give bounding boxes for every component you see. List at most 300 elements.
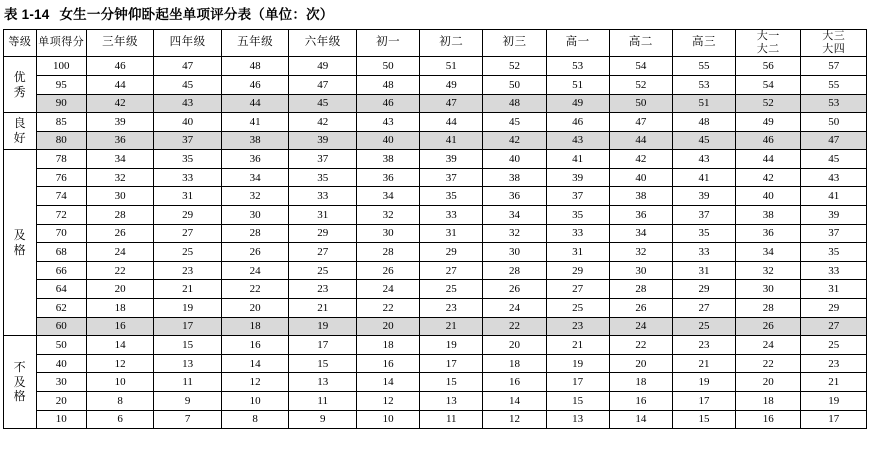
cell-value: 37	[546, 187, 609, 206]
cell-value: 38	[356, 150, 419, 169]
cell-value: 14	[356, 373, 419, 392]
cell-value: 38	[221, 131, 289, 150]
cell-value: 18	[736, 392, 801, 411]
cell-value: 22	[736, 354, 801, 373]
cell-value: 12	[483, 410, 546, 429]
cell-value: 49	[546, 94, 609, 113]
cell-value: 19	[801, 392, 867, 411]
cell-value: 43	[154, 94, 222, 113]
cell-value: 38	[736, 206, 801, 225]
table-row	[4, 336, 867, 355]
cell-value: 57	[801, 57, 867, 76]
cell-value: 23	[801, 354, 867, 373]
cell-value: 36	[736, 224, 801, 243]
cell-value: 36	[609, 206, 672, 225]
cell-value: 31	[154, 187, 222, 206]
cell-value: 46	[221, 75, 289, 94]
cell-value: 40	[356, 131, 419, 150]
cell-value: 28	[483, 261, 546, 280]
cell-value: 21	[289, 299, 357, 318]
cell-value: 15	[672, 410, 735, 429]
cell-value: 15	[289, 354, 357, 373]
cell-value: 36	[86, 131, 154, 150]
score-value: 10	[36, 410, 86, 429]
cell-value: 16	[356, 354, 419, 373]
cell-value: 6	[86, 410, 154, 429]
cell-value: 14	[609, 410, 672, 429]
cell-value: 23	[420, 299, 483, 318]
cell-value: 32	[609, 243, 672, 262]
cell-value: 52	[736, 94, 801, 113]
column-header: 高三	[672, 29, 735, 57]
table-title: 女生一分钟仰卧起坐单项评分表（单位：次）	[59, 7, 334, 22]
cell-value: 26	[483, 280, 546, 299]
cell-value: 48	[483, 94, 546, 113]
cell-value: 39	[289, 131, 357, 150]
column-header: 初二	[420, 29, 483, 57]
cell-value: 47	[289, 75, 357, 94]
cell-value: 19	[546, 354, 609, 373]
cell-value: 40	[736, 187, 801, 206]
cell-value: 10	[86, 373, 154, 392]
cell-value: 30	[736, 280, 801, 299]
table-row	[4, 410, 867, 429]
cell-value: 35	[420, 187, 483, 206]
cell-value: 30	[356, 224, 419, 243]
cell-value: 25	[154, 243, 222, 262]
cell-value: 35	[546, 206, 609, 225]
cell-value: 12	[356, 392, 419, 411]
cell-value: 14	[483, 392, 546, 411]
cell-value: 45	[672, 131, 735, 150]
cell-value: 28	[86, 206, 154, 225]
table-row	[4, 187, 867, 206]
score-value: 80	[36, 131, 86, 150]
cell-value: 51	[546, 75, 609, 94]
cell-value: 33	[546, 224, 609, 243]
cell-value: 13	[420, 392, 483, 411]
cell-value: 44	[420, 113, 483, 132]
cell-value: 40	[154, 113, 222, 132]
cell-value: 31	[801, 280, 867, 299]
cell-value: 19	[672, 373, 735, 392]
cell-value: 26	[356, 261, 419, 280]
cell-value: 20	[736, 373, 801, 392]
cell-value: 23	[289, 280, 357, 299]
cell-value: 28	[736, 299, 801, 318]
cell-value: 26	[736, 317, 801, 336]
cell-value: 53	[672, 75, 735, 94]
cell-value: 34	[609, 224, 672, 243]
cell-value: 18	[86, 299, 154, 318]
cell-value: 9	[154, 392, 222, 411]
cell-value: 32	[86, 168, 154, 187]
cell-value: 51	[420, 57, 483, 76]
cell-value: 24	[483, 299, 546, 318]
cell-value: 32	[736, 261, 801, 280]
cell-value: 16	[609, 392, 672, 411]
table-row	[4, 206, 867, 225]
cell-value: 34	[736, 243, 801, 262]
column-header: 三年级	[86, 29, 154, 57]
score-value: 76	[36, 168, 86, 187]
cell-value: 44	[609, 131, 672, 150]
cell-value: 25	[801, 336, 867, 355]
score-value: 66	[36, 261, 86, 280]
cell-value: 17	[420, 354, 483, 373]
cell-value: 54	[736, 75, 801, 94]
cell-value: 27	[154, 224, 222, 243]
cell-value: 26	[609, 299, 672, 318]
cell-value: 10	[356, 410, 419, 429]
table-row	[4, 392, 867, 411]
cell-value: 46	[356, 94, 419, 113]
cell-value: 36	[356, 168, 419, 187]
cell-value: 34	[356, 187, 419, 206]
cell-value: 27	[801, 317, 867, 336]
cell-value: 22	[483, 317, 546, 336]
cell-value: 45	[289, 94, 357, 113]
cell-value: 46	[546, 113, 609, 132]
table-caption	[0, 0, 869, 29]
cell-value: 19	[289, 317, 357, 336]
score-value: 100	[36, 57, 86, 76]
cell-value: 25	[672, 317, 735, 336]
column-header: 六年级	[289, 29, 357, 57]
cell-value: 28	[221, 224, 289, 243]
cell-value: 56	[736, 57, 801, 76]
cell-value: 16	[86, 317, 154, 336]
cell-value: 45	[801, 150, 867, 169]
cell-value: 35	[672, 224, 735, 243]
cell-value: 23	[672, 336, 735, 355]
cell-value: 41	[420, 131, 483, 150]
cell-value: 35	[801, 243, 867, 262]
table-row	[4, 373, 867, 392]
cell-value: 17	[289, 336, 357, 355]
cell-value: 24	[736, 336, 801, 355]
table-row	[4, 354, 867, 373]
cell-value: 30	[483, 243, 546, 262]
cell-value: 15	[420, 373, 483, 392]
cell-value: 50	[801, 113, 867, 132]
cell-value: 48	[356, 75, 419, 94]
cell-value: 29	[801, 299, 867, 318]
score-value: 68	[36, 243, 86, 262]
cell-value: 13	[154, 354, 222, 373]
table-row	[4, 280, 867, 299]
cell-value: 38	[483, 168, 546, 187]
cell-value: 20	[483, 336, 546, 355]
cell-value: 49	[736, 113, 801, 132]
score-value: 64	[36, 280, 86, 299]
cell-value: 30	[221, 206, 289, 225]
cell-value: 8	[86, 392, 154, 411]
cell-value: 50	[609, 94, 672, 113]
cell-value: 27	[420, 261, 483, 280]
cell-value: 42	[609, 150, 672, 169]
cell-value: 25	[546, 299, 609, 318]
score-value: 95	[36, 75, 86, 94]
table-row	[4, 57, 867, 76]
cell-value: 25	[420, 280, 483, 299]
cell-value: 42	[483, 131, 546, 150]
cell-value: 41	[221, 113, 289, 132]
cell-value: 17	[672, 392, 735, 411]
cell-value: 43	[672, 150, 735, 169]
cell-value: 49	[420, 75, 483, 94]
cell-value: 29	[154, 206, 222, 225]
cell-value: 30	[609, 261, 672, 280]
cell-value: 7	[154, 410, 222, 429]
cell-value: 22	[609, 336, 672, 355]
score-value: 30	[36, 373, 86, 392]
cell-value: 31	[420, 224, 483, 243]
cell-value: 29	[420, 243, 483, 262]
cell-value: 39	[801, 206, 867, 225]
cell-value: 35	[154, 150, 222, 169]
cell-value: 9	[289, 410, 357, 429]
cell-value: 21	[801, 373, 867, 392]
cell-value: 27	[546, 280, 609, 299]
cell-value: 45	[483, 113, 546, 132]
table-row	[4, 299, 867, 318]
cell-value: 15	[546, 392, 609, 411]
score-value: 20	[36, 392, 86, 411]
grade-label: 及 格	[4, 150, 37, 336]
cell-value: 16	[483, 373, 546, 392]
cell-value: 54	[609, 57, 672, 76]
cell-value: 18	[609, 373, 672, 392]
column-header: 大三 大四	[801, 29, 867, 57]
cell-value: 46	[86, 57, 154, 76]
column-header: 四年级	[154, 29, 222, 57]
cell-value: 22	[86, 261, 154, 280]
cell-value: 39	[420, 150, 483, 169]
cell-value: 39	[86, 113, 154, 132]
table-row	[4, 224, 867, 243]
cell-value: 45	[154, 75, 222, 94]
cell-value: 28	[356, 243, 419, 262]
cell-value: 48	[221, 57, 289, 76]
cell-value: 38	[609, 187, 672, 206]
score-value: 60	[36, 317, 86, 336]
cell-value: 16	[221, 336, 289, 355]
cell-value: 53	[801, 94, 867, 113]
table-row	[4, 261, 867, 280]
score-value: 78	[36, 150, 86, 169]
cell-value: 15	[154, 336, 222, 355]
table-row	[4, 243, 867, 262]
cell-value: 18	[483, 354, 546, 373]
cell-value: 33	[672, 243, 735, 262]
score-value: 90	[36, 94, 86, 113]
cell-value: 12	[86, 354, 154, 373]
cell-value: 16	[736, 410, 801, 429]
cell-value: 51	[672, 94, 735, 113]
cell-value: 24	[221, 261, 289, 280]
cell-value: 29	[672, 280, 735, 299]
cell-value: 18	[221, 317, 289, 336]
cell-value: 39	[672, 187, 735, 206]
cell-value: 40	[609, 168, 672, 187]
cell-value: 32	[356, 206, 419, 225]
cell-value: 41	[801, 187, 867, 206]
cell-value: 33	[801, 261, 867, 280]
score-value: 72	[36, 206, 86, 225]
cell-value: 47	[154, 57, 222, 76]
cell-value: 24	[356, 280, 419, 299]
column-header: 大一 大二	[736, 29, 801, 57]
cell-value: 23	[546, 317, 609, 336]
cell-value: 19	[420, 336, 483, 355]
cell-value: 20	[221, 299, 289, 318]
cell-value: 11	[154, 373, 222, 392]
cell-value: 37	[672, 206, 735, 225]
cell-value: 41	[546, 150, 609, 169]
cell-value: 44	[221, 94, 289, 113]
cell-value: 52	[609, 75, 672, 94]
cell-value: 43	[546, 131, 609, 150]
table-row	[4, 150, 867, 169]
column-header: 高二	[609, 29, 672, 57]
cell-value: 13	[289, 373, 357, 392]
cell-value: 19	[154, 299, 222, 318]
cell-value: 49	[289, 57, 357, 76]
cell-value: 40	[483, 150, 546, 169]
cell-value: 35	[289, 168, 357, 187]
table-row	[4, 94, 867, 113]
score-value: 62	[36, 299, 86, 318]
cell-value: 31	[546, 243, 609, 262]
cell-value: 42	[86, 94, 154, 113]
grade-label: 优 秀	[4, 57, 37, 113]
cell-value: 10	[221, 392, 289, 411]
cell-value: 47	[801, 131, 867, 150]
table-row	[4, 131, 867, 150]
cell-value: 27	[672, 299, 735, 318]
cell-value: 44	[736, 150, 801, 169]
grade-label: 不 及 格	[4, 336, 37, 429]
score-value: 74	[36, 187, 86, 206]
score-value: 85	[36, 113, 86, 132]
cell-value: 41	[672, 168, 735, 187]
score-value: 70	[36, 224, 86, 243]
cell-value: 30	[86, 187, 154, 206]
cell-value: 14	[86, 336, 154, 355]
cell-value: 55	[672, 57, 735, 76]
cell-value: 44	[86, 75, 154, 94]
cell-value: 23	[154, 261, 222, 280]
cell-value: 37	[420, 168, 483, 187]
cell-value: 34	[221, 168, 289, 187]
table-row	[4, 317, 867, 336]
cell-value: 27	[289, 243, 357, 262]
cell-value: 36	[483, 187, 546, 206]
cell-value: 39	[546, 168, 609, 187]
cell-value: 48	[672, 113, 735, 132]
cell-value: 17	[154, 317, 222, 336]
table-number: 表 1-14	[4, 7, 50, 22]
score-value: 50	[36, 336, 86, 355]
cell-value: 42	[289, 113, 357, 132]
cell-value: 14	[221, 354, 289, 373]
cell-value: 52	[483, 57, 546, 76]
cell-value: 8	[221, 410, 289, 429]
cell-value: 20	[356, 317, 419, 336]
table-row	[4, 168, 867, 187]
cell-value: 36	[221, 150, 289, 169]
column-header: 等级	[4, 29, 37, 57]
cell-value: 26	[221, 243, 289, 262]
cell-value: 28	[609, 280, 672, 299]
cell-value: 22	[356, 299, 419, 318]
cell-value: 29	[546, 261, 609, 280]
column-header: 五年级	[221, 29, 289, 57]
cell-value: 37	[801, 224, 867, 243]
cell-value: 55	[801, 75, 867, 94]
cell-value: 13	[546, 410, 609, 429]
cell-value: 37	[289, 150, 357, 169]
cell-value: 21	[546, 336, 609, 355]
table-row	[4, 113, 867, 132]
cell-value: 20	[86, 280, 154, 299]
cell-value: 17	[801, 410, 867, 429]
cell-value: 24	[86, 243, 154, 262]
cell-value: 22	[221, 280, 289, 299]
cell-value: 11	[420, 410, 483, 429]
column-header: 初三	[483, 29, 546, 57]
cell-value: 17	[546, 373, 609, 392]
cell-value: 43	[801, 168, 867, 187]
cell-value: 33	[289, 187, 357, 206]
score-value: 40	[36, 354, 86, 373]
table-row	[4, 75, 867, 94]
column-header: 高一	[546, 29, 609, 57]
cell-value: 50	[483, 75, 546, 94]
cell-value: 37	[154, 131, 222, 150]
cell-value: 34	[483, 206, 546, 225]
cell-value: 50	[356, 57, 419, 76]
cell-value: 21	[420, 317, 483, 336]
cell-value: 42	[736, 168, 801, 187]
cell-value: 12	[221, 373, 289, 392]
cell-value: 18	[356, 336, 419, 355]
cell-value: 33	[420, 206, 483, 225]
cell-value: 20	[609, 354, 672, 373]
cell-value: 31	[672, 261, 735, 280]
column-header: 初一	[356, 29, 419, 57]
cell-value: 24	[609, 317, 672, 336]
column-header: 单项得分	[36, 29, 86, 57]
cell-value: 32	[221, 187, 289, 206]
cell-value: 46	[736, 131, 801, 150]
cell-value: 21	[672, 354, 735, 373]
cell-value: 29	[289, 224, 357, 243]
cell-value: 32	[483, 224, 546, 243]
cell-value: 26	[86, 224, 154, 243]
cell-value: 11	[289, 392, 357, 411]
cell-value: 33	[154, 168, 222, 187]
cell-value: 47	[609, 113, 672, 132]
table-header-row	[4, 29, 867, 57]
cell-value: 31	[289, 206, 357, 225]
cell-value: 34	[86, 150, 154, 169]
grade-label: 良 好	[4, 113, 37, 150]
cell-value: 25	[289, 261, 357, 280]
cell-value: 21	[154, 280, 222, 299]
score-table	[3, 29, 867, 430]
